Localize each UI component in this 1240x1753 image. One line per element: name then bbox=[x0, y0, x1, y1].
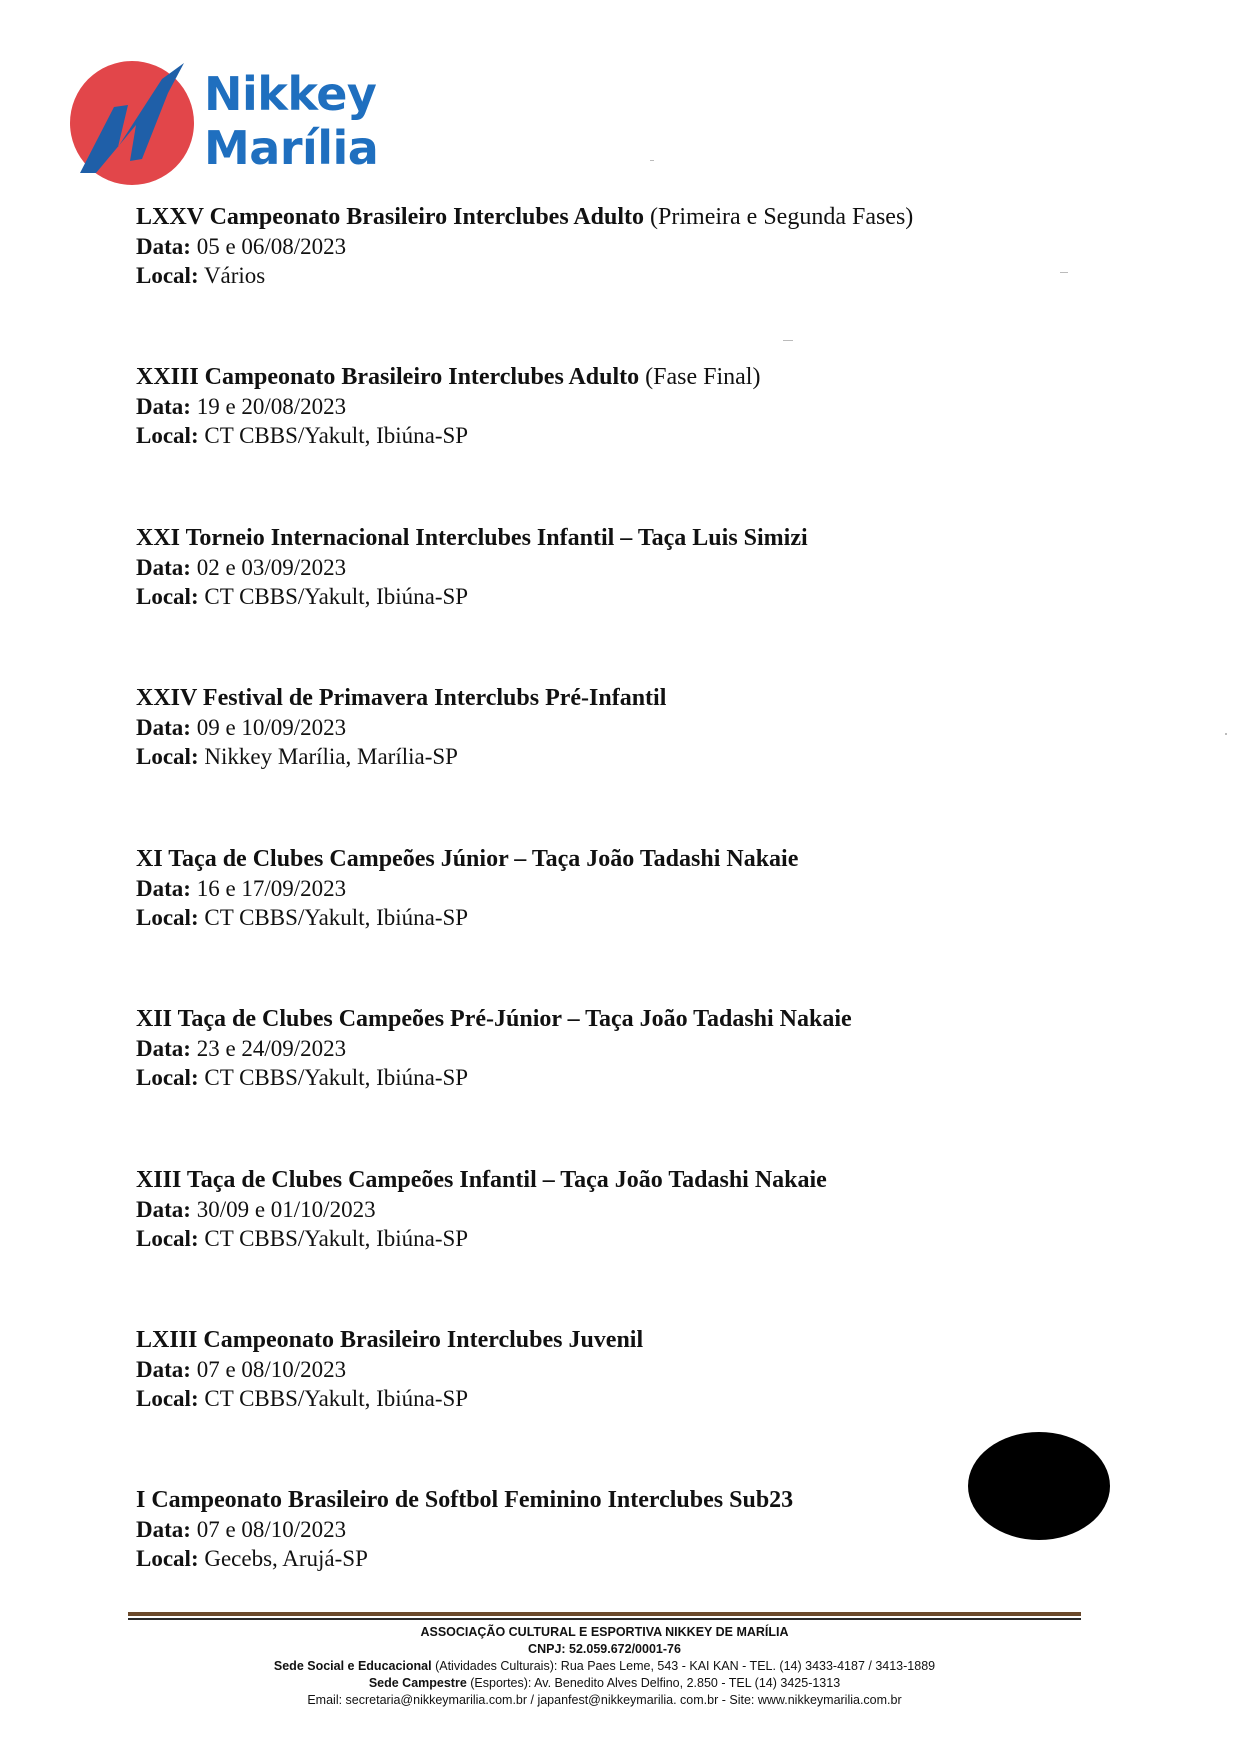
event-item bbox=[136, 684, 1036, 771]
local-label: Local: bbox=[136, 744, 199, 769]
local-value: Nikkey Marília, Marília-SP bbox=[198, 744, 458, 769]
nikkey-marilia-logo bbox=[70, 55, 390, 190]
event-title-bold: XXIII Campeonato Brasileiro Interclubes Adulto bbox=[136, 364, 640, 390]
event-local bbox=[136, 1544, 1036, 1573]
sede-social-label: Sede Social e Educacional bbox=[273, 1659, 432, 1673]
date-label: Data: bbox=[136, 555, 191, 580]
event-title-bold: XI Taça de Clubes Campeões Júnior – Taça João Tadashi Nakaie bbox=[136, 846, 799, 872]
event-title-bold: XIII Taça de Clubes Campeões Infantil – Taça João Tadashi Nakaie bbox=[136, 1167, 827, 1193]
local-label: Local: bbox=[136, 584, 199, 609]
sede-campestre-text: (Esportes): Av. Benedito Alves Delfino, 2.850 - TEL (14) 3425-1313 bbox=[466, 1676, 841, 1690]
event-date bbox=[136, 874, 1036, 903]
date-value: 07 e 08/10/2023 bbox=[190, 1357, 347, 1382]
local-label: Local: bbox=[136, 1226, 199, 1251]
footer-rule bbox=[128, 1612, 1081, 1616]
local-value: Vários bbox=[198, 263, 266, 288]
event-title bbox=[136, 524, 1036, 553]
local-value: CT CBBS/Yakult, Ibiúna-SP bbox=[198, 1065, 469, 1090]
footer bbox=[128, 1624, 1081, 1709]
local-value: CT CBBS/Yakult, Ibiúna-SP bbox=[198, 423, 469, 448]
event-title-bold: XXI Torneio Internacional Interclubes Infantil – Taça Luis Simizi bbox=[136, 525, 808, 551]
local-label: Local: bbox=[136, 1386, 199, 1411]
footer-sede-campestre bbox=[128, 1675, 1081, 1692]
date-label: Data: bbox=[136, 394, 191, 419]
event-title-bold: XII Taça de Clubes Campeões Pré-Júnior – Taça João Tadashi Nakaie bbox=[136, 1006, 852, 1032]
event-item bbox=[136, 1486, 1036, 1573]
date-value: 05 e 06/08/2023 bbox=[190, 234, 347, 259]
local-value: CT CBBS/Yakult, Ibiúna-SP bbox=[198, 1386, 469, 1411]
event-date bbox=[136, 1195, 1036, 1224]
scan-speck bbox=[783, 340, 793, 341]
footer-sede-social bbox=[128, 1658, 1081, 1675]
event-local bbox=[136, 582, 1036, 611]
event-local bbox=[136, 1063, 1036, 1092]
local-label: Local: bbox=[136, 1065, 199, 1090]
date-value: 02 e 03/09/2023 bbox=[190, 555, 347, 580]
event-item bbox=[136, 1326, 1036, 1413]
event-local bbox=[136, 1384, 1036, 1413]
event-date bbox=[136, 713, 1036, 742]
event-title bbox=[136, 363, 1036, 392]
date-value: 09 e 10/09/2023 bbox=[190, 715, 347, 740]
local-label: Local: bbox=[136, 263, 199, 288]
event-title-rest: (Fase Final) bbox=[639, 364, 761, 390]
local-value: CT CBBS/Yakult, Ibiúna-SP bbox=[198, 1226, 469, 1251]
event-local bbox=[136, 421, 1036, 450]
event-local bbox=[136, 742, 1036, 771]
date-value: 16 e 17/09/2023 bbox=[190, 876, 347, 901]
event-title bbox=[136, 1326, 1036, 1355]
logo-n-mark-icon bbox=[70, 55, 204, 195]
date-label: Data: bbox=[136, 1517, 191, 1542]
logo-wordmark bbox=[204, 67, 378, 175]
event-title bbox=[136, 203, 1036, 232]
date-label: Data: bbox=[136, 1036, 191, 1061]
event-title bbox=[136, 1486, 1036, 1515]
event-title bbox=[136, 1005, 1036, 1034]
date-value: 19 e 20/08/2023 bbox=[190, 394, 347, 419]
event-local bbox=[136, 261, 1036, 290]
event-title-bold: LXIII Campeonato Brasileiro Interclubes Juvenil bbox=[136, 1327, 644, 1353]
event-title-bold: LXXV Campeonato Brasileiro Interclubes Adulto bbox=[136, 204, 645, 230]
event-date bbox=[136, 1034, 1036, 1063]
event-date bbox=[136, 553, 1036, 582]
local-label: Local: bbox=[136, 905, 199, 930]
sede-campestre-label: Sede Campestre bbox=[368, 1676, 467, 1690]
event-item bbox=[136, 1005, 1036, 1092]
footer-rule-thin bbox=[128, 1618, 1081, 1620]
event-date bbox=[136, 1515, 1036, 1544]
event-title bbox=[136, 1166, 1036, 1195]
event-item bbox=[136, 363, 1036, 450]
local-value: CT CBBS/Yakult, Ibiúna-SP bbox=[198, 905, 469, 930]
event-date bbox=[136, 392, 1036, 421]
scan-speck bbox=[1060, 272, 1068, 273]
logo-line-1: Nikkey bbox=[204, 67, 377, 121]
event-title-bold: I Campeonato Brasileiro de Softbol Feminino Interclubes Sub23 bbox=[136, 1487, 794, 1513]
event-item bbox=[136, 845, 1036, 932]
footer-org: ASSOCIAÇÃO CULTURAL E ESPORTIVA NIKKEY DE MARÍLIA bbox=[420, 1625, 789, 1639]
event-local bbox=[136, 1224, 1036, 1253]
logo-line-2: Marília bbox=[204, 121, 379, 175]
event-item bbox=[136, 203, 1036, 290]
event-date bbox=[136, 232, 1036, 261]
date-label: Data: bbox=[136, 1197, 191, 1222]
local-label: Local: bbox=[136, 423, 199, 448]
local-value: Gecebs, Arujá-SP bbox=[198, 1546, 368, 1571]
redaction-mark bbox=[968, 1432, 1110, 1540]
event-title bbox=[136, 684, 1036, 713]
footer-email-line: Email: secretaria@nikkeymarilia.com.br / japanfest@nikkeymarilia. com.br - Site: www.nikkeymarilia.com.br bbox=[307, 1693, 902, 1707]
date-label: Data: bbox=[136, 715, 191, 740]
event-title-bold: XXIV Festival de Primavera Interclubs Pré-Infantil bbox=[136, 685, 667, 711]
footer-cnpj: CNPJ: 52.059.672/0001-76 bbox=[528, 1642, 681, 1656]
date-value: 23 e 24/09/2023 bbox=[190, 1036, 347, 1061]
date-value: 30/09 e 01/10/2023 bbox=[190, 1197, 376, 1222]
event-local bbox=[136, 903, 1036, 932]
date-value: 07 e 08/10/2023 bbox=[190, 1517, 347, 1542]
event-title-rest: (Primeira e Segunda Fases) bbox=[644, 204, 914, 230]
event-item bbox=[136, 524, 1036, 611]
local-label: Local: bbox=[136, 1546, 199, 1571]
date-label: Data: bbox=[136, 234, 191, 259]
sede-social-text: (Atividades Culturais): Rua Paes Leme, 543 - KAI KAN - TEL. (14) 3433-4187 / 3413-1889 bbox=[431, 1659, 936, 1673]
date-label: Data: bbox=[136, 1357, 191, 1382]
scan-speck bbox=[1225, 733, 1227, 735]
event-item bbox=[136, 1166, 1036, 1253]
event-title bbox=[136, 845, 1036, 874]
event-date bbox=[136, 1355, 1036, 1384]
scan-speck bbox=[650, 160, 654, 161]
date-label: Data: bbox=[136, 876, 191, 901]
local-value: CT CBBS/Yakult, Ibiúna-SP bbox=[198, 584, 469, 609]
